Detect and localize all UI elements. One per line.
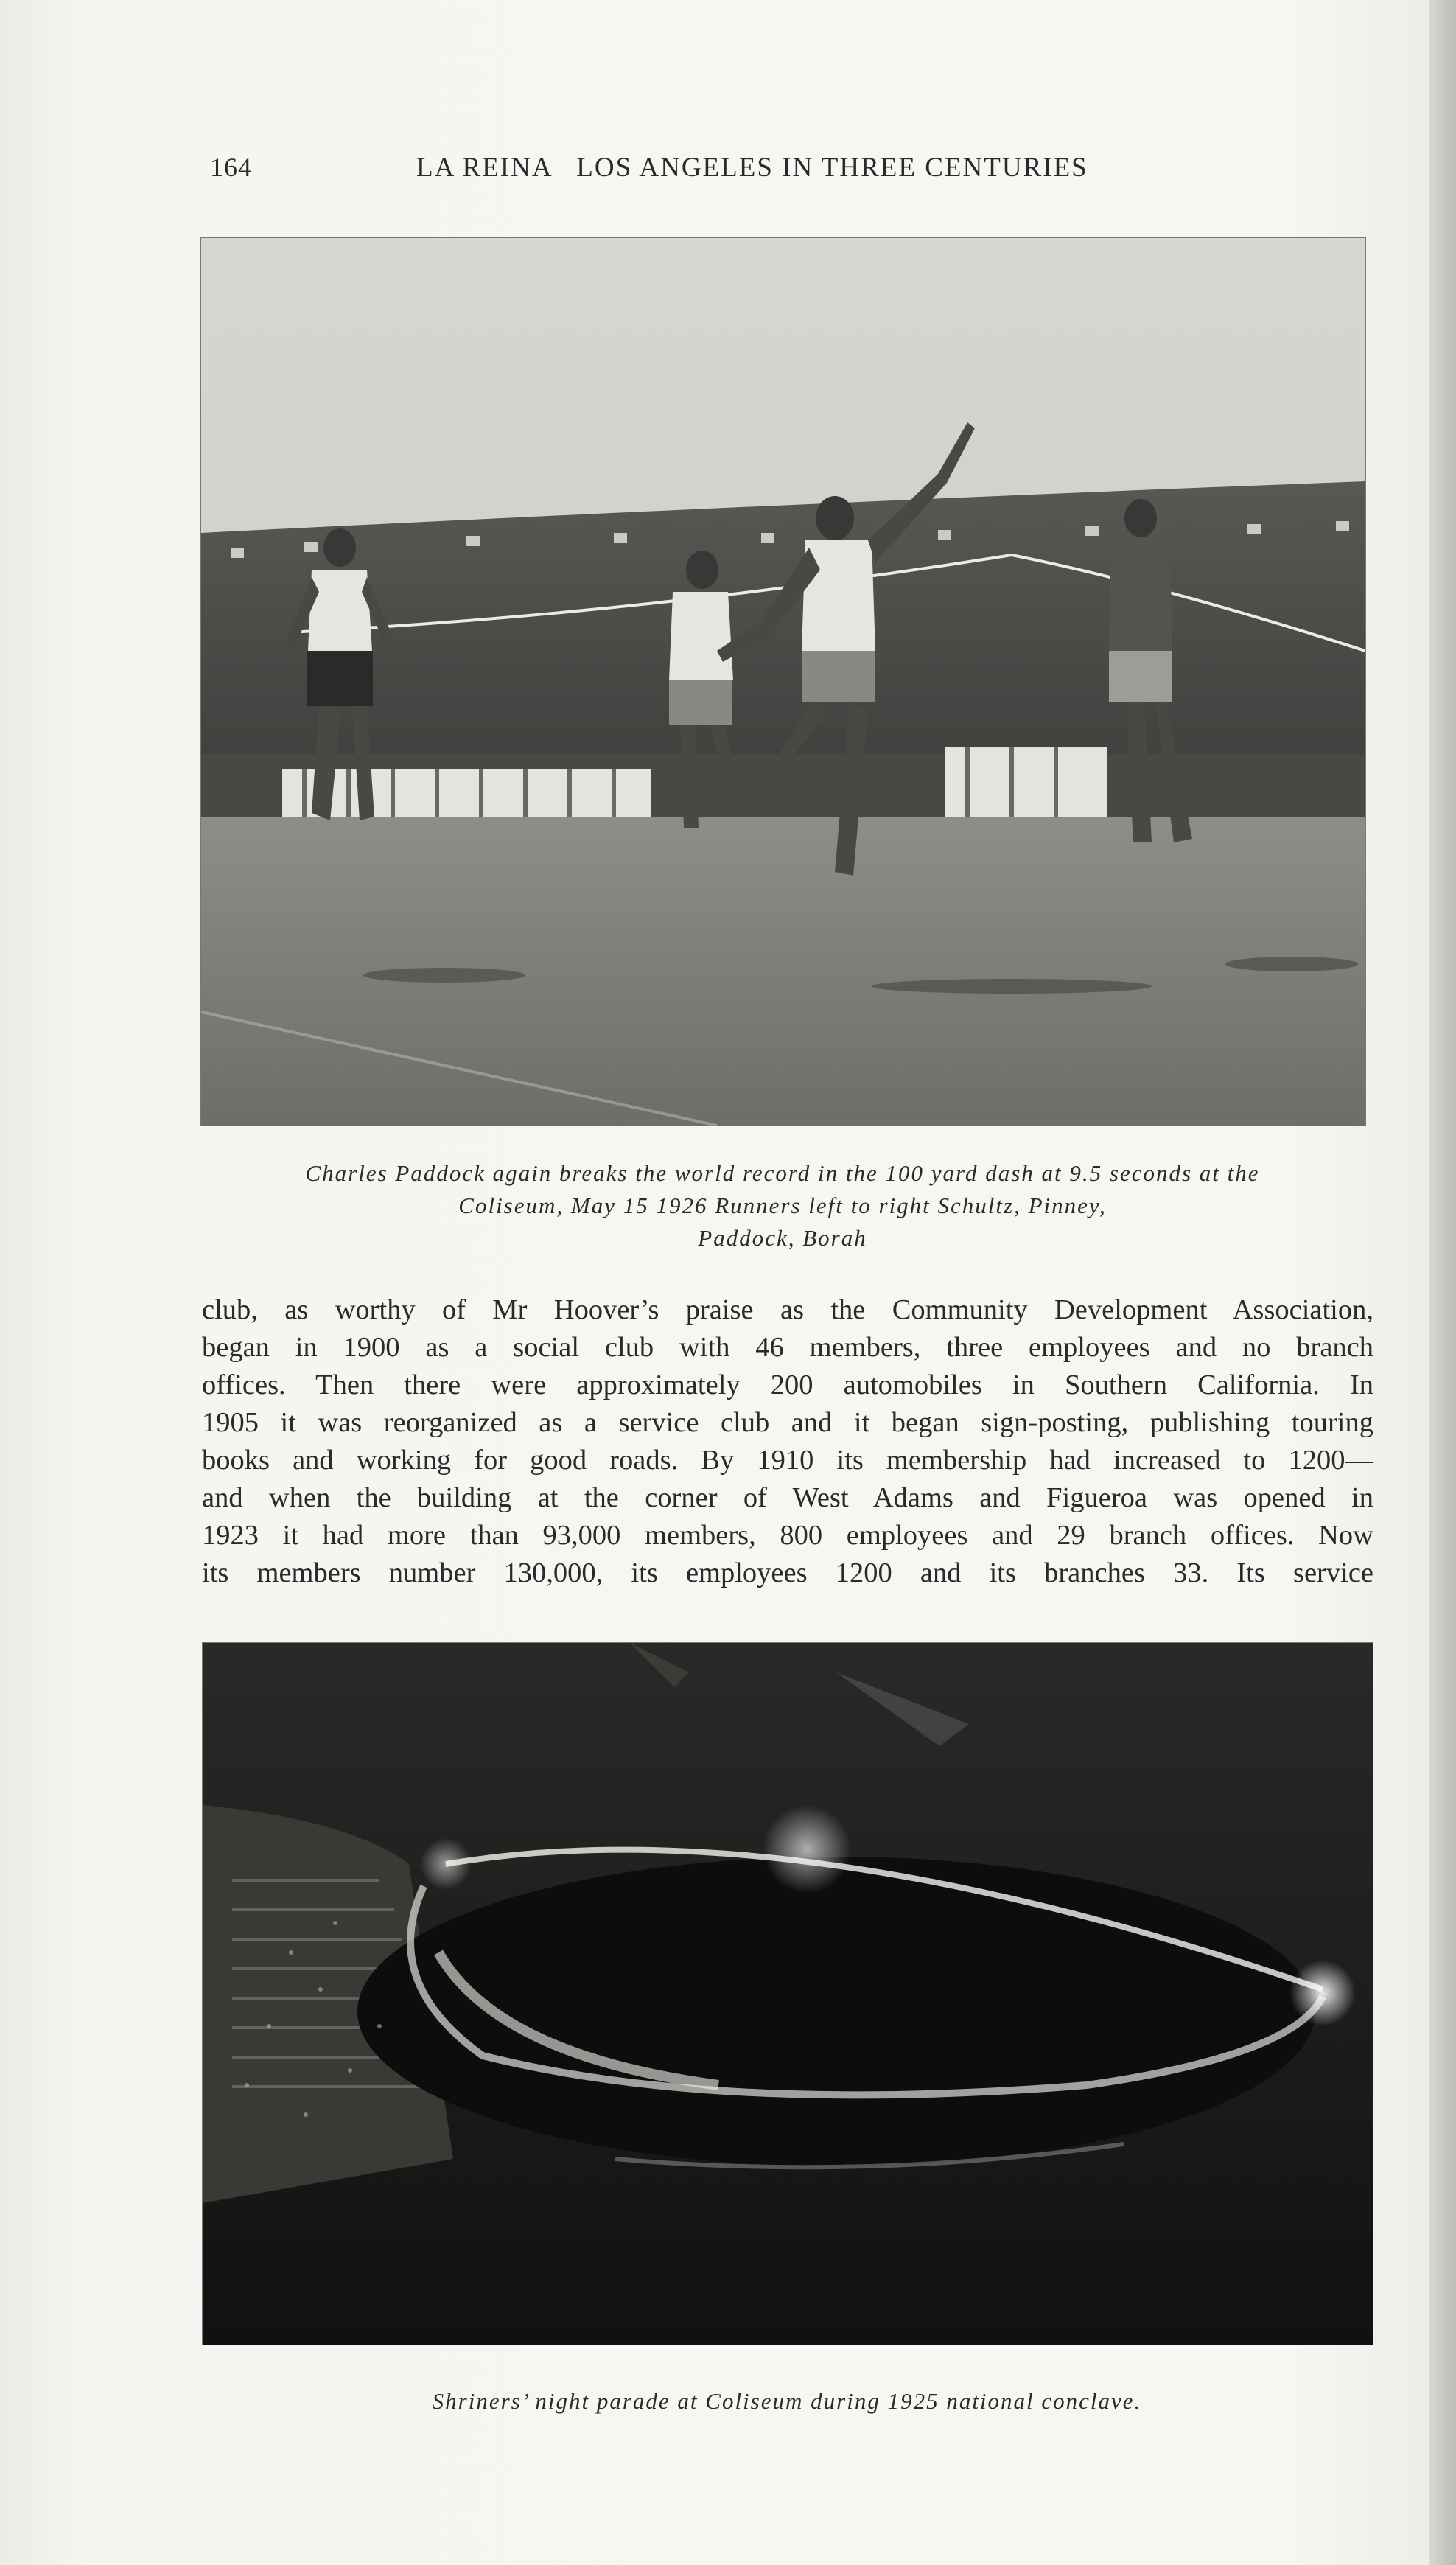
running-head: [210, 152, 1161, 189]
photo-track-race-illustration: [201, 238, 1365, 1126]
caption-line: Coliseum, May 15 1926 Runners left to right Schultz, Pinney,: [458, 1193, 1107, 1218]
photo-track-race: [200, 237, 1366, 1126]
body-line: and when the building at the corner of West Adams and Figueroa was opened in: [202, 1482, 1373, 1513]
caption-night-parade: Shriners’ night parade at Coliseum during 1925 national conclave.: [432, 2388, 1142, 2414]
book-spine-edge: [1429, 0, 1456, 2565]
caption-track-race: [200, 1157, 1365, 1254]
body-line: 1923 it had more than 93,000 members, 800 employees and 29 branch offices. Now: [202, 1520, 1373, 1551]
running-title: LA REINA LOS ANGELES IN THREE CENTURIES: [416, 153, 1088, 183]
photo-night-parade: [202, 1642, 1373, 2345]
page-number: 164: [210, 153, 252, 182]
caption-line: Paddock, Borah: [698, 1225, 867, 1251]
body-line: club, as worthy of Mr Hoover’s praise as the Community Development Association,: [202, 1294, 1373, 1325]
body-line: its members number 130,000, its employees 1200 and its branches 33. Its service: [202, 1557, 1373, 1588]
body-paragraph: [202, 1291, 1373, 1592]
caption-line: Charles Paddock again breaks the world record in the 100 yard dash at 9.5 seconds at the: [305, 1160, 1260, 1186]
body-line: books and working for good roads. By 1910 its membership had increased to 1200—: [202, 1445, 1373, 1476]
body-line: began in 1900 as a social club with 46 members, three employees and no branch: [202, 1332, 1373, 1363]
body-line: offices. Then there were approximately 200 automobiles in Southern California. In: [202, 1369, 1373, 1400]
photo-night-parade-illustration: [203, 1643, 1373, 2345]
body-line: 1905 it was reorganized as a service club and it began sign-posting, publishing touring: [202, 1407, 1373, 1438]
